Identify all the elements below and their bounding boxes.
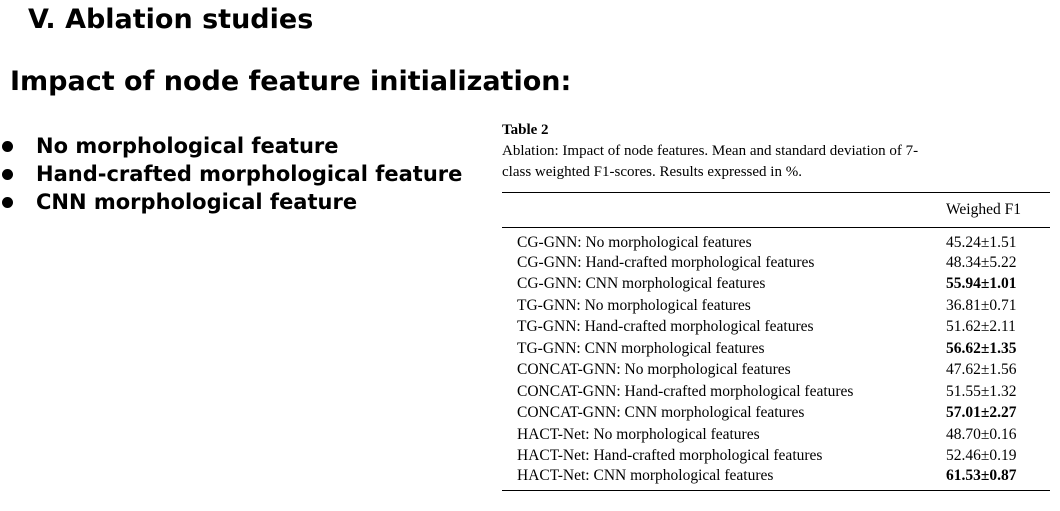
table-row bbox=[502, 381, 1050, 403]
cell-weighted-f1: 45.24±1.51 bbox=[946, 234, 1017, 251]
sub-title: Impact of node feature initialization: bbox=[10, 66, 572, 97]
table-row bbox=[502, 317, 1050, 339]
table-caption-line-1: Ablation: Impact of node features. Mean and standard deviation of 7- bbox=[502, 143, 919, 159]
bullet-dot-icon bbox=[2, 169, 13, 180]
cell-model: TG-GNN: No morphological features bbox=[517, 296, 751, 314]
bullet-dot-icon bbox=[2, 141, 13, 152]
cell-model: CONCAT-GNN: CNN morphological features bbox=[517, 404, 805, 422]
cell-weighted-f1: 61.53±0.87 bbox=[946, 467, 1017, 484]
cell-weighted-f1: 47.62±1.56 bbox=[946, 361, 1017, 379]
results-table bbox=[502, 192, 1050, 491]
table-row bbox=[502, 360, 1050, 382]
cell-model: TG-GNN: Hand-crafted morphological features bbox=[517, 318, 814, 336]
cell-weighted-f1: 51.55±1.32 bbox=[946, 382, 1017, 400]
cell-model: CG-GNN: CNN morphological features bbox=[517, 275, 766, 293]
cell-weighted-f1: 48.70±0.16 bbox=[946, 425, 1017, 443]
table-caption-line-2: class weighted F1-scores. Results expressed in %. bbox=[502, 164, 802, 180]
table-body bbox=[502, 228, 1050, 491]
column-header-f1: Weighed F1 bbox=[946, 201, 1021, 218]
bullet-dot-icon bbox=[2, 197, 13, 208]
table-header-row bbox=[502, 193, 1050, 228]
bullet-item bbox=[0, 188, 462, 216]
bullet-list bbox=[0, 132, 462, 216]
bullet-item bbox=[0, 160, 462, 188]
results-table-figure bbox=[502, 122, 1050, 491]
table-row bbox=[502, 424, 1050, 446]
cell-model: CG-GNN: No morphological features bbox=[517, 234, 752, 251]
cell-weighted-f1: 48.34±5.22 bbox=[946, 253, 1017, 271]
bullet-text: No morphological feature bbox=[36, 134, 339, 158]
bullet-item bbox=[0, 132, 462, 160]
cell-model: CG-GNN: Hand-crafted morphological features bbox=[517, 253, 815, 271]
table-row bbox=[502, 274, 1050, 296]
table-row bbox=[502, 403, 1050, 425]
table-row bbox=[502, 295, 1050, 317]
table-row bbox=[502, 446, 1050, 468]
cell-model: CONCAT-GNN: No morphological features bbox=[517, 361, 791, 379]
cell-weighted-f1: 36.81±0.71 bbox=[946, 296, 1017, 314]
cell-model: HACT-Net: Hand-crafted morphological features bbox=[517, 447, 823, 465]
cell-weighted-f1: 55.94±1.01 bbox=[946, 275, 1017, 293]
bullet-text: Hand-crafted morphological feature bbox=[36, 162, 463, 186]
cell-model: TG-GNN: CNN morphological features bbox=[517, 339, 765, 357]
cell-weighted-f1: 51.62±2.11 bbox=[946, 318, 1016, 336]
table-label: Table 2 bbox=[502, 122, 549, 138]
table-row bbox=[502, 467, 1050, 491]
table-row bbox=[502, 338, 1050, 360]
cell-weighted-f1: 56.62±1.35 bbox=[946, 339, 1017, 357]
section-title: V. Ablation studies bbox=[28, 4, 314, 35]
table-row bbox=[502, 252, 1050, 274]
cell-weighted-f1: 52.46±0.19 bbox=[946, 447, 1017, 465]
table-row bbox=[502, 228, 1050, 253]
cell-model: CONCAT-GNN: Hand-crafted morphological features bbox=[517, 382, 854, 400]
cell-model: HACT-Net: No morphological features bbox=[517, 425, 760, 443]
bullet-text: CNN morphological feature bbox=[36, 190, 358, 214]
cell-model: HACT-Net: CNN morphological features bbox=[517, 467, 774, 484]
column-header-model bbox=[502, 193, 946, 228]
cell-weighted-f1: 57.01±2.27 bbox=[946, 404, 1017, 422]
